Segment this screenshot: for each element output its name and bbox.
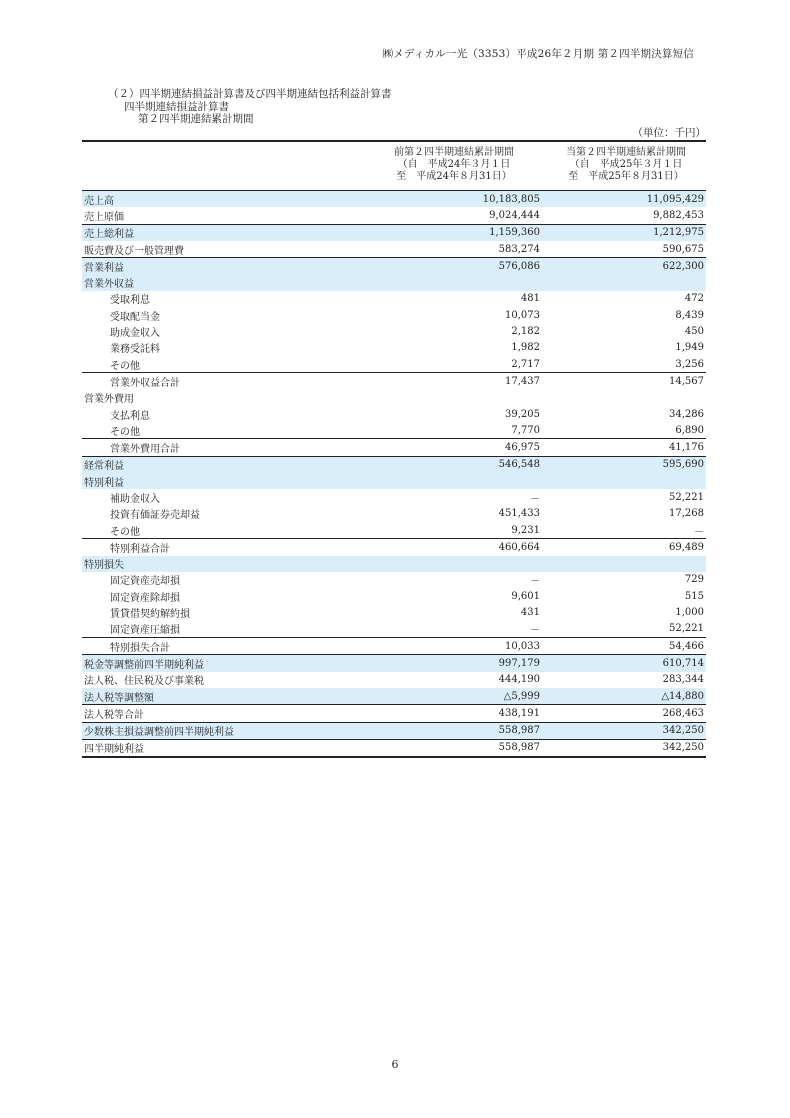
row-label: 経常利益 xyxy=(84,461,124,473)
table-row xyxy=(82,372,706,389)
table-header xyxy=(82,142,706,191)
prev-period-title: 前第２四半期連結累計期間 xyxy=(394,147,514,158)
curr-period-value: △14,880 xyxy=(661,690,704,702)
prev-period-value: △5,999 xyxy=(503,690,540,702)
table-row xyxy=(82,538,706,555)
prev-period-value: 39,205 xyxy=(505,408,540,420)
prev-period-value: 2,182 xyxy=(511,326,540,338)
prev-period-header xyxy=(368,147,540,183)
prev-period-value: 9,231 xyxy=(511,524,540,536)
row-label: 固定資産除却損 xyxy=(110,592,180,604)
prev-period-value: 1,159,360 xyxy=(489,227,540,239)
row-label: その他 xyxy=(110,426,140,438)
curr-period-value: 14,567 xyxy=(669,375,704,387)
curr-period-value: 52,221 xyxy=(669,623,704,635)
curr-period-value: 8,439 xyxy=(675,309,704,321)
table-row xyxy=(82,572,706,588)
table-row xyxy=(82,224,706,241)
row-label: 投資有価証券売却益 xyxy=(110,510,200,522)
prev-period-value: 46,975 xyxy=(505,442,540,454)
curr-period-value: 17,268 xyxy=(669,508,704,520)
table-row xyxy=(82,340,706,356)
section-title: （２）四半期連結損益計算書及び四半期連結包括利益計算書 xyxy=(108,88,392,100)
table-row xyxy=(82,506,706,522)
prev-period-value: － xyxy=(530,493,540,505)
row-label: 少数株主損益調整前四半期純利益 xyxy=(84,727,234,739)
prev-period-value: 1,982 xyxy=(511,342,540,354)
prev-period-value: 451,433 xyxy=(498,508,540,520)
curr-period-to: 至 平成25年８月31日） xyxy=(568,171,684,182)
curr-period-value: 268,463 xyxy=(662,707,704,719)
curr-period-value: 450 xyxy=(684,326,704,338)
prev-period-value: 10,073 xyxy=(505,309,540,321)
curr-period-value: 472 xyxy=(684,293,704,305)
row-label: 固定資産圧縮損 xyxy=(110,625,180,637)
prev-period-value: 546,548 xyxy=(498,459,540,471)
curr-period-value: 610,714 xyxy=(662,657,704,669)
table-row xyxy=(82,556,706,572)
table-row xyxy=(82,191,706,207)
row-label: 四半期純利益 xyxy=(84,744,144,756)
curr-period-value: 595,690 xyxy=(662,459,704,471)
table-row xyxy=(82,672,706,688)
row-label: 営業外費用 xyxy=(84,394,134,406)
table-row xyxy=(82,241,706,257)
prev-period-value: 9,601 xyxy=(511,590,540,602)
row-label: 営業外収益 xyxy=(84,279,134,291)
table-row xyxy=(82,456,706,473)
prev-period-value: 481 xyxy=(520,293,540,305)
prev-period-value: 438,191 xyxy=(498,707,540,719)
period-title: 第２四半期連結累計期間 xyxy=(138,113,254,125)
curr-period-value: 9,882,453 xyxy=(653,209,704,221)
prev-period-value: 583,274 xyxy=(498,243,540,255)
row-label: 支払利息 xyxy=(110,410,150,422)
prev-period-value: 17,437 xyxy=(505,375,540,387)
row-label: 販売費及び一般管理費 xyxy=(84,245,184,257)
table-row xyxy=(82,422,706,438)
curr-period-value: 342,250 xyxy=(662,742,704,754)
table-row xyxy=(82,274,706,290)
statement-title: 四半期連結損益計算書 xyxy=(124,101,229,113)
curr-period-header xyxy=(540,147,712,183)
table-row xyxy=(82,489,706,505)
prev-period-value: 460,664 xyxy=(498,541,540,553)
curr-period-value: 41,176 xyxy=(669,442,704,454)
row-label: 特別損失合計 xyxy=(110,642,170,654)
table-row xyxy=(82,438,706,455)
prev-period-value: 997,179 xyxy=(498,657,540,669)
row-label: 受取利息 xyxy=(110,295,150,307)
curr-period-value: 3,256 xyxy=(675,358,704,370)
curr-period-value: 729 xyxy=(684,574,704,586)
curr-period-value: 1,949 xyxy=(675,342,704,354)
table-row xyxy=(82,390,706,406)
prev-period-to: 至 平成24年８月31日） xyxy=(396,171,512,182)
row-label: 特別利益合計 xyxy=(110,543,170,555)
row-label: 税金等調整前四半期純利益 xyxy=(84,659,204,671)
prev-period-value: 9,024,444 xyxy=(489,209,540,221)
table-row xyxy=(82,473,706,489)
table-row xyxy=(82,588,706,604)
row-label: 売上高 xyxy=(84,195,114,207)
table-row xyxy=(82,604,706,620)
curr-period-value: 34,286 xyxy=(669,408,704,420)
table-row xyxy=(82,207,706,223)
curr-period-value: 54,466 xyxy=(669,640,704,652)
prev-period-value: 558,987 xyxy=(498,742,540,754)
table-row xyxy=(82,621,706,637)
curr-period-value: 6,890 xyxy=(675,424,704,436)
prev-period-value: 10,033 xyxy=(505,640,540,652)
curr-period-value: － xyxy=(694,526,704,538)
page-header: ㈱メディカル一光（3353）平成26年２月期 第２四半期決算短信 xyxy=(382,48,694,60)
income-statement-table xyxy=(82,140,706,758)
table-row xyxy=(82,406,706,422)
row-label: 補助金収入 xyxy=(110,493,160,505)
row-label: 営業外費用合計 xyxy=(110,444,180,456)
table-row xyxy=(82,323,706,339)
table-row xyxy=(82,739,706,758)
prev-period-value: 10,183,805 xyxy=(482,193,540,205)
curr-period-value: 515 xyxy=(684,590,704,602)
prev-period-value: 2,717 xyxy=(511,358,540,370)
unit-label: （単位：千円） xyxy=(632,127,706,139)
curr-period-value: 52,221 xyxy=(669,491,704,503)
table-row xyxy=(82,688,706,704)
curr-period-value: 342,250 xyxy=(662,725,704,737)
table-row xyxy=(82,654,706,671)
table-row xyxy=(82,722,706,739)
curr-period-value: 69,489 xyxy=(669,541,704,553)
curr-period-value: 1,000 xyxy=(675,607,704,619)
curr-period-value: 622,300 xyxy=(662,260,704,272)
row-label: 賃貸借契約解約損 xyxy=(110,609,190,621)
row-label: 法人税等合計 xyxy=(84,709,144,721)
row-label: 法人税、住民税及び事業税 xyxy=(84,676,204,688)
row-label: 固定資産売却損 xyxy=(110,576,180,588)
table-row xyxy=(82,257,706,274)
row-label: 受取配当金 xyxy=(110,311,160,323)
curr-period-from: （自 平成25年３月１日 xyxy=(569,159,683,170)
table-row xyxy=(82,704,706,721)
row-label: 営業利益 xyxy=(84,262,124,274)
row-label: 売上総利益 xyxy=(84,229,134,241)
curr-period-value: 11,095,429 xyxy=(646,193,704,205)
prev-period-value: 558,987 xyxy=(498,725,540,737)
table-row xyxy=(82,307,706,323)
curr-period-value: 590,675 xyxy=(662,243,704,255)
row-label: 助成金収入 xyxy=(110,328,160,340)
row-label: 営業外収益合計 xyxy=(110,377,180,389)
table-body xyxy=(82,191,706,758)
row-label: その他 xyxy=(110,360,140,372)
prev-period-value: － xyxy=(530,576,540,588)
row-label: 特別損失 xyxy=(84,560,124,572)
prev-period-value: 576,086 xyxy=(498,260,540,272)
table-row xyxy=(82,522,706,538)
row-label: 法人税等調整額 xyxy=(84,692,154,704)
curr-period-value: 1,212,975 xyxy=(653,227,704,239)
curr-period-title: 当第２四半期連結累計期間 xyxy=(566,147,686,158)
row-label: 業務受託料 xyxy=(110,344,160,356)
page-number: 6 xyxy=(391,1058,399,1071)
table-row xyxy=(82,291,706,307)
row-label: その他 xyxy=(110,526,140,538)
prev-period-value: 444,190 xyxy=(498,674,540,686)
table-row xyxy=(82,356,706,372)
row-label: 売上原価 xyxy=(84,211,124,223)
prev-period-value: － xyxy=(530,625,540,637)
table-row xyxy=(82,637,706,654)
prev-period-value: 7,770 xyxy=(511,424,540,436)
prev-period-value: 431 xyxy=(520,607,540,619)
curr-period-value: 283,344 xyxy=(662,674,704,686)
prev-period-from: （自 平成24年３月１日 xyxy=(397,159,511,170)
row-label: 特別利益 xyxy=(84,477,124,489)
